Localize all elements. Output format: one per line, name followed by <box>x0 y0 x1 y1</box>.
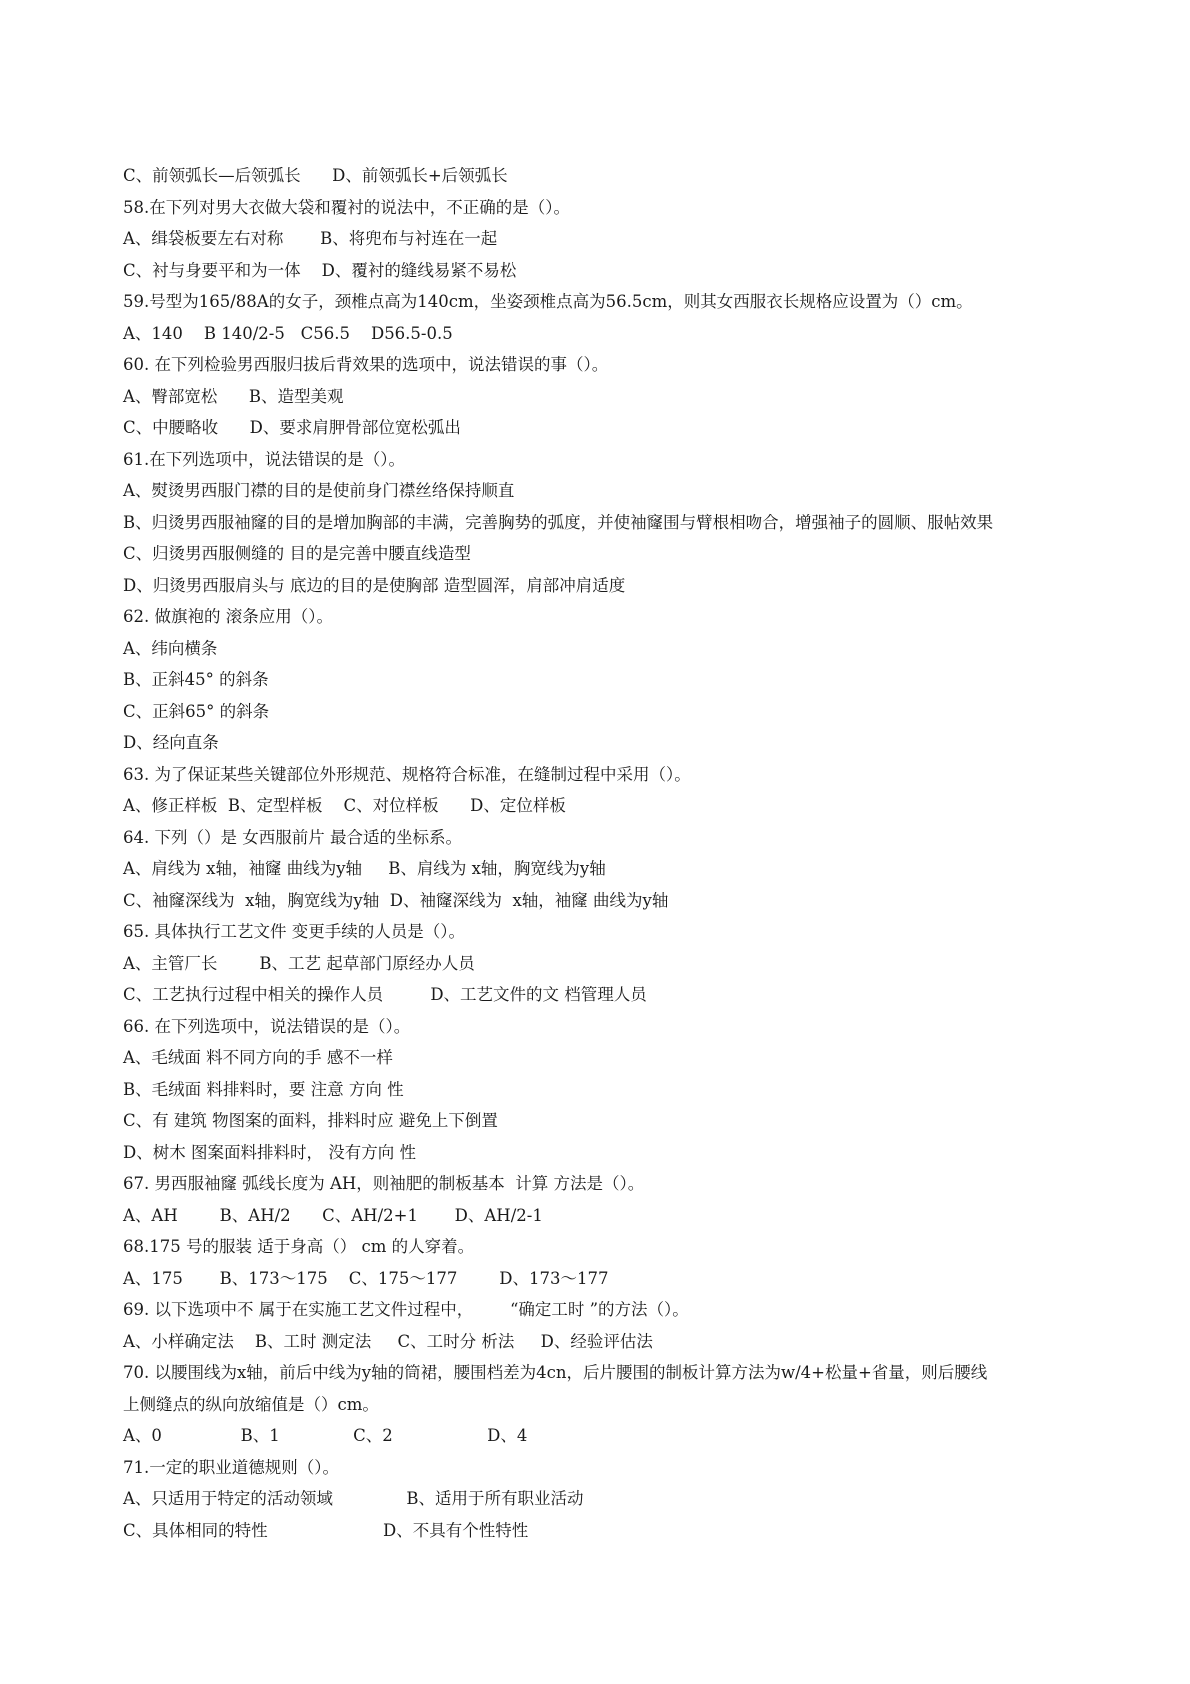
text-line: 58.在下列对男大衣做大袋和覆衬的说法中，不正确的是（）。 <box>123 197 570 217</box>
text-line: C、归烫男西服侧缝的 目的是完善中腰直线造型 <box>123 544 471 563</box>
text-line: A、毛绒面 料不同方向的手 感不一样 <box>123 1048 393 1067</box>
text-line: 61.在下列选项中，说法错误的是（）。 <box>123 449 405 469</box>
text-line: 69. 以下选项中不 属于在实施工艺文件过程中， “确定工时 ”的方法（）。 <box>123 1300 689 1319</box>
text-line: C、袖窿深线为 x轴，胸宽线为y轴 D、袖窿深线为 x轴，袖窿 曲线为y轴 <box>123 890 669 910</box>
text-line: 60. 在下列检验男西服归拔后背效果的选项中，说法错误的事（）。 <box>123 355 609 374</box>
text-line: A、修正样板 B、定型样板 C、对位样板 D、定位样板 <box>123 796 566 815</box>
text-line: A、175 B、173～175 C、175～177 D、173～177 <box>123 1268 609 1288</box>
text-line: D、经向直条 <box>123 733 219 752</box>
text-line: A、缉袋板要左右对称 B、将兜布与衬连在一起 <box>123 229 498 248</box>
text-line: A、臀部宽松 B、造型美观 <box>123 386 344 406</box>
text-line: A、0 B、1 C、2 D、4 <box>123 1426 528 1445</box>
text-line: 66. 在下列选项中，说法错误的是（）。 <box>123 1016 411 1036</box>
text-line: D、树木 图案面料排料时， 没有方向 性 <box>123 1142 416 1162</box>
text-line: A、140 B 140/2-5 C56.5 D56.5-0.5 <box>123 323 453 343</box>
text-line: A、只适用于特定的活动领域 B、适用于所有职业活动 <box>123 1489 584 1508</box>
text-line: 71.一定的职业道德规则（）。 <box>123 1457 339 1477</box>
text-line: A、肩线为 x轴，袖窿 曲线为y轴 B、肩线为 x轴，胸宽线为y轴 <box>123 859 606 878</box>
text-line: B、毛绒面 料排料时，要 注意 方向 性 <box>123 1079 404 1099</box>
text-line: 59.号型为165/88A的女子，颈椎点高为140cm，坐姿颈椎点高为56.5cm，则其女西服衣长规格应设置为（）cm。 <box>123 292 973 311</box>
text-line: B、归烫男西服袖窿的目的是增加胸部的丰满，完善胸势的弧度，并使袖窿围与臂根相吻合，增强袖子的圆顺、服帖效果 <box>123 512 994 532</box>
text-line: A、小样确定法 B、工时 测定法 C、工时分 析法 D、经验评估法 <box>123 1331 653 1351</box>
text-line: C、工艺执行过程中相关的操作人员 D、工艺文件的文 档管理人员 <box>123 985 647 1004</box>
text-line: C、有 建筑 物图案的面料，排料时应 避免上下倒置 <box>123 1111 498 1130</box>
text-line: 65. 具体执行工艺文件 变更手续的人员是（）。 <box>123 922 465 941</box>
text-line: C、具体相同的特性 D、不具有个性特性 <box>123 1520 529 1540</box>
text-line: 62. 做旗袍的 滚条应用（）。 <box>123 607 333 626</box>
text-line: C、衬与身要平和为一体 D、覆衬的缝线易紧不易松 <box>123 260 517 280</box>
text-line: A、AH B、AH/2 C、AH/2+1 D、AH/2-1 <box>123 1205 543 1225</box>
text-line: C、正斜65° 的斜条 <box>123 701 270 721</box>
text-line: C、中腰略收 D、要求肩胛骨部位宽松弧出 <box>123 418 461 437</box>
text-line: 64. 下列（）是 女西服前片 最合适的坐标系。 <box>123 827 462 847</box>
text-line: 上侧缝点的纵向放缩值是（）cm。 <box>123 1394 379 1414</box>
text-line: A、纬向横条 <box>123 638 218 658</box>
text-line: C、前领弧长—后领弧长 D、前领弧长+后领弧长 <box>123 166 508 185</box>
text-line: B、正斜45° 的斜条 <box>123 670 269 689</box>
question-list <box>123 160 1083 1546</box>
text-line: D、归烫男西服肩头与 底边的目的是使胸部 造型圆浑，肩部冲肩适度 <box>123 575 626 595</box>
text-line: A、熨烫男西服门襟的目的是使前身门襟丝络保持顺直 <box>123 481 515 500</box>
text-line: 67. 男西服袖窿 弧线长度为 AH，则袖肥的制板基本 计算 方法是（）。 <box>123 1174 645 1193</box>
text-line: A、主管厂长 B、工艺 起草部门原经办人员 <box>123 953 475 973</box>
text-line: 70. 以腰围线为x轴，前后中线为y轴的筒裙，腰围档差为4cn，后片腰围的制板计算方法为w/4+松量+省量，则后腰线 <box>123 1363 988 1382</box>
text-line: 68.175 号的服装 适于身高（） cm 的人穿着。 <box>123 1237 475 1256</box>
text-line: 63. 为了保证某些关键部位外形规范、规格符合标准，在缝制过程中采用（）。 <box>123 764 691 784</box>
